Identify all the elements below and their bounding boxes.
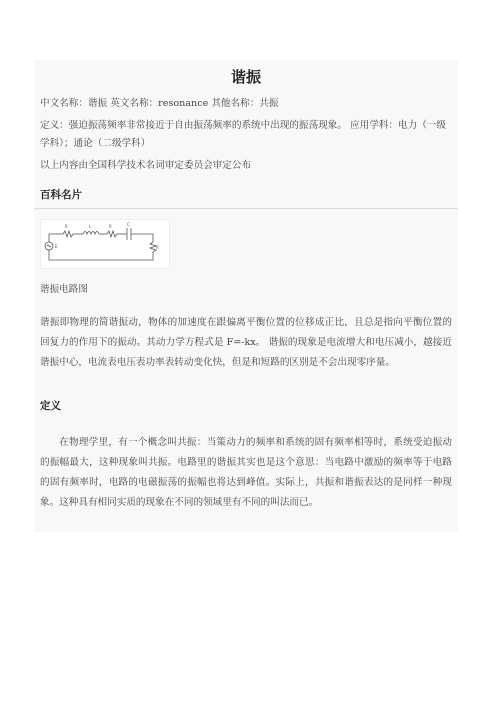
circuit-diagram-svg: [41, 220, 169, 268]
article-card: [34, 60, 458, 532]
definition-line: 定义：强迫振荡频率非常接近于自由振荡频率的系统中出现的振荡现象。 应用学科：电力（一级学科）；通论（二级学科）: [40, 120, 446, 149]
figure-caption: 谐振电路图: [40, 284, 88, 295]
svg-text:E: E: [55, 244, 58, 249]
summary-paragraph: 谐振即物理的简谐振动，物体的加速度在跟偏离平衡位置的位移成正比，且总是指向平衡位置的回复力的作用下的振动。其动力学方程式是 F=-kx。 谐振的现象是电流增大和电压减小，越接近谐振中心，电流表电压表功率表转动变化快，但是和短路的区别是不会出现零序量。: [40, 316, 452, 368]
svg-text:R: R: [65, 224, 68, 229]
svg-text:C: C: [127, 222, 130, 227]
approval-line: 以上内容由全国科学技术名词审定委员会审定公布: [40, 160, 252, 171]
svg-text:R: R: [156, 245, 159, 250]
section-heading-definition: 定义: [40, 400, 61, 413]
section-heading-baike-card: 百科名片: [34, 179, 458, 209]
svg-text:R: R: [109, 224, 112, 229]
circuit-diagram: [40, 219, 170, 269]
page-title: 谐振: [230, 68, 261, 86]
definition-paragraph: 在物理学里，有一个概念叫共振：当策动力的频率和系统的固有频率相等时，系统受迫振动的振幅最大，这种现象叫共振。电路里的谐振其实也是这个意思：当电路中激励的频率等于电路的固有频率时，电路的电磁振荡的振幅也将达到峰值。实际上，共振和谐振表达的是同样一种现象。这种具有相同实质的现象在不同的领域里有不同的叫法而已。: [40, 436, 452, 508]
names-line: 中文名称：谐振 英文名称：resonance 其他名称：共振: [40, 98, 279, 109]
svg-text:L: L: [89, 224, 92, 229]
